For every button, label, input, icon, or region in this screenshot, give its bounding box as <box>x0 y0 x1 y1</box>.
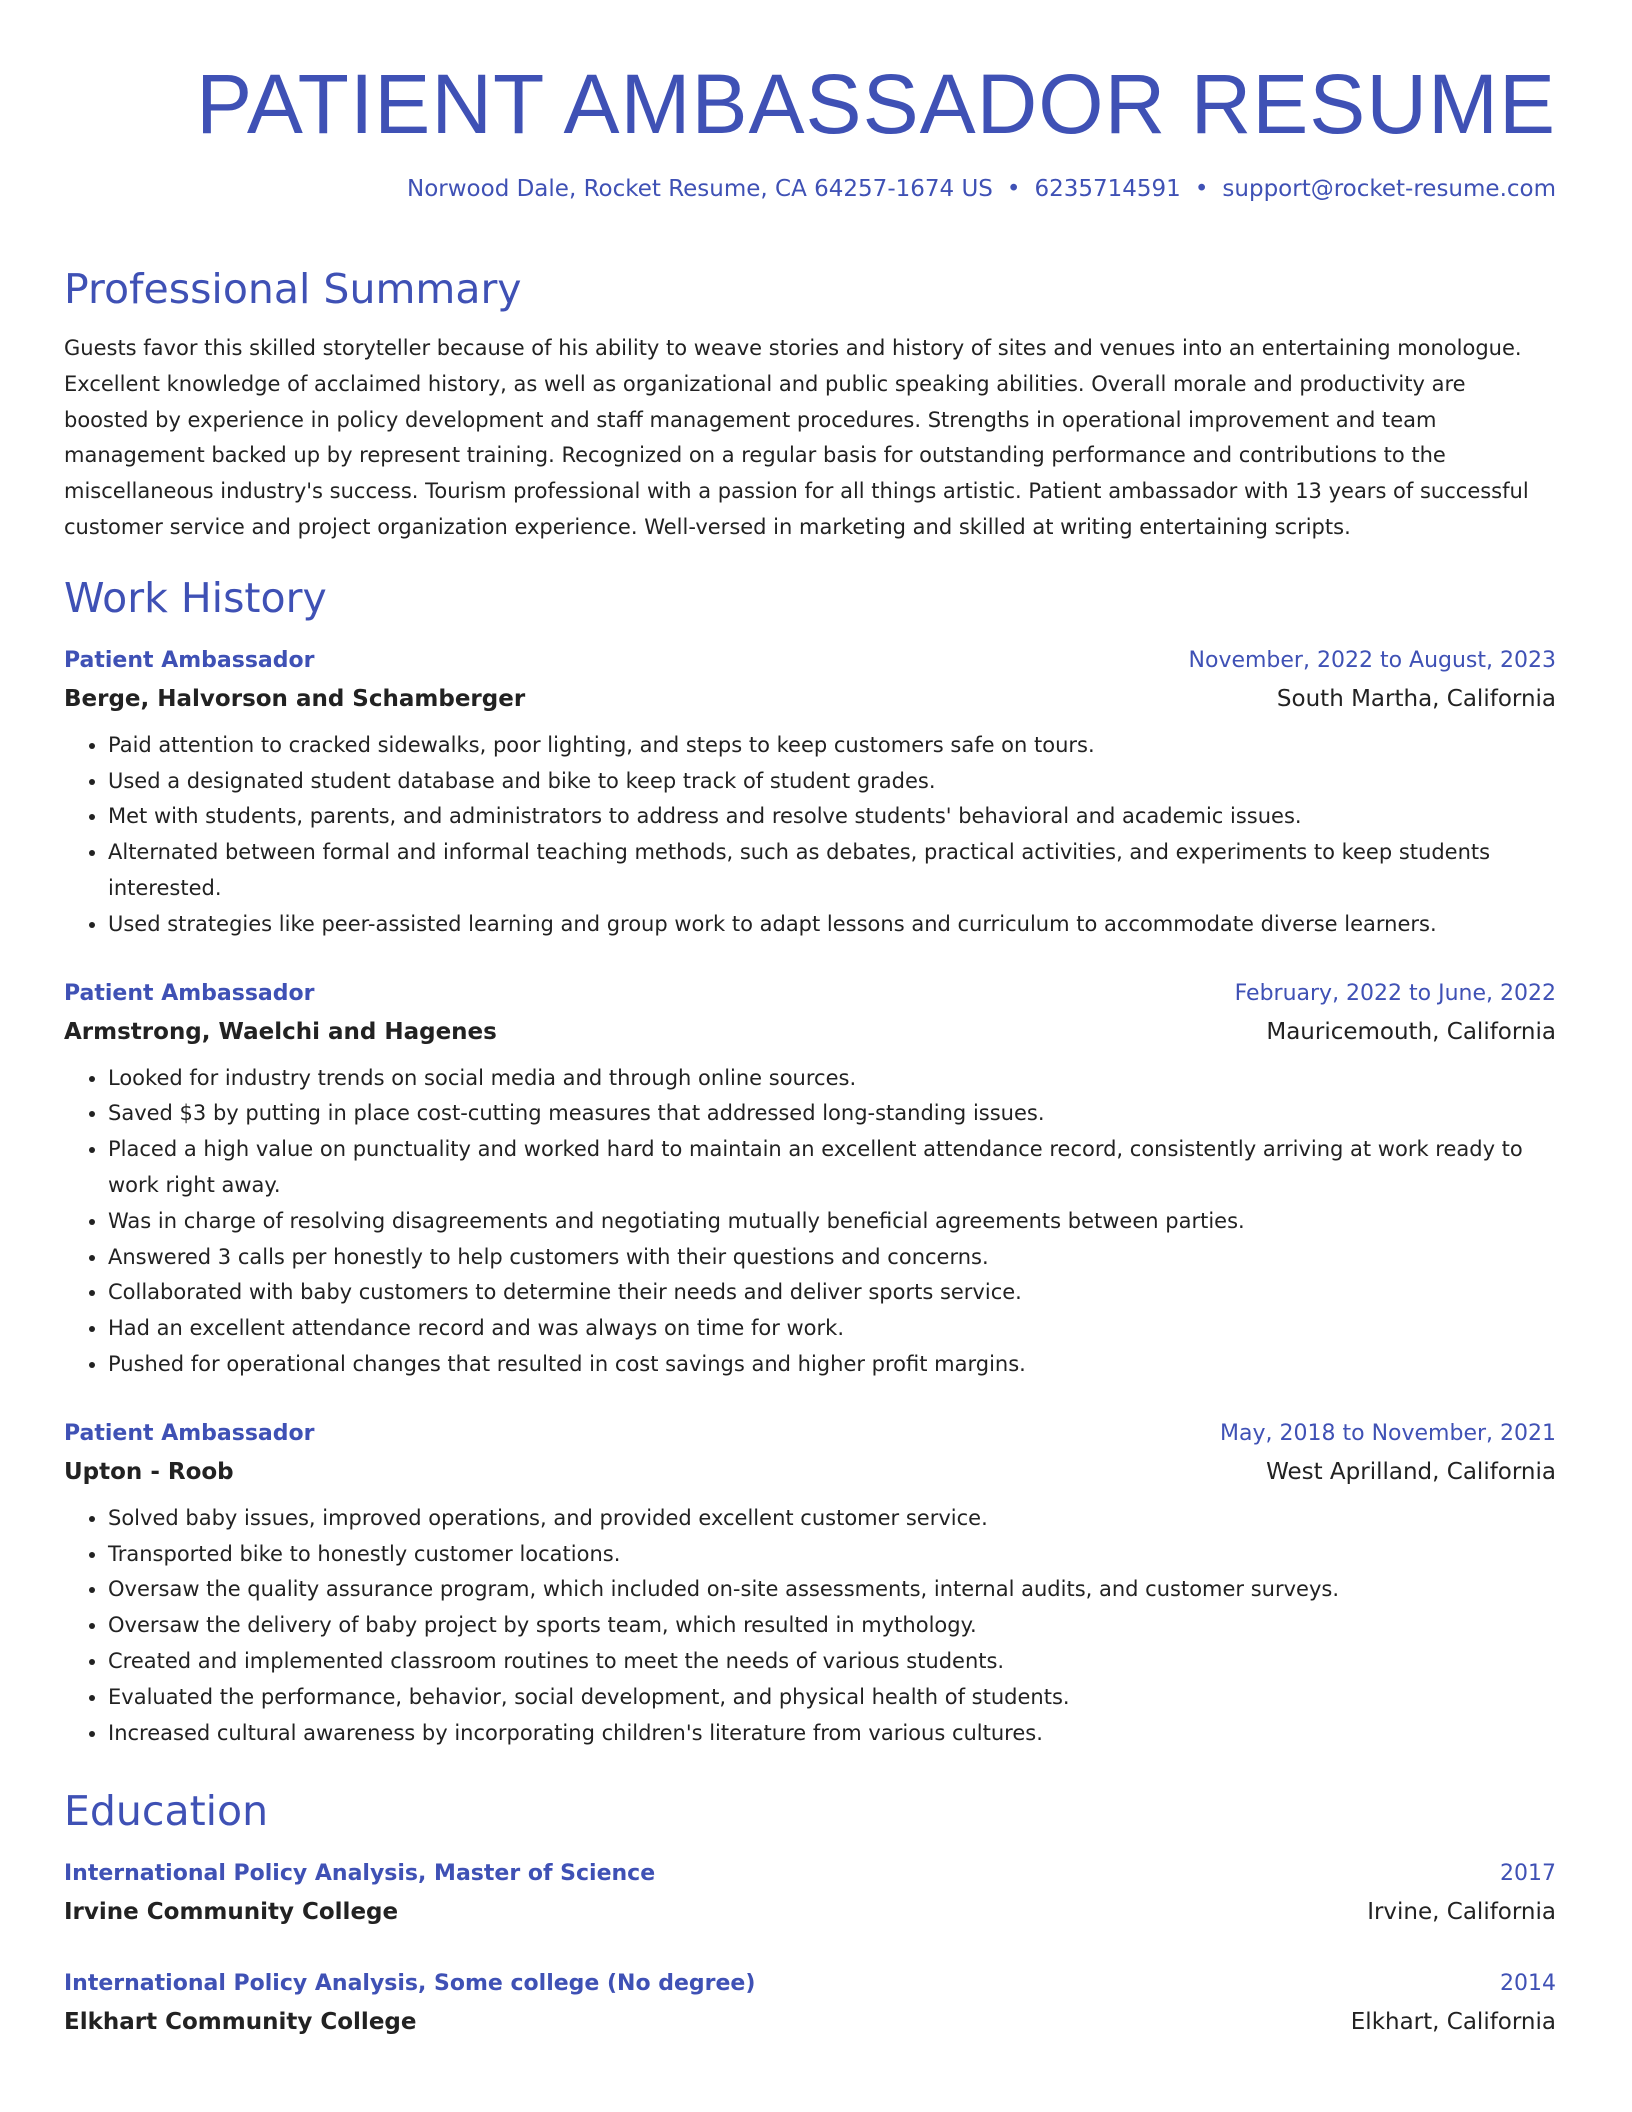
job-dates: November, 2022 to August, 2023 <box>1188 647 1556 673</box>
resume-page <box>64 0 1556 2041</box>
job-employer: Armstrong, Waelchi and Hagenes <box>64 1018 497 1045</box>
job-bullet: • Increased cultural awareness by incorporating children's literature from various cultures. <box>108 1716 1556 1752</box>
job-bullet: • Evaluated the performance, behavior, social development, and physical health of students. <box>108 1680 1556 1716</box>
contact-address: Norwood Dale, Rocket Resume, CA 64257-1674 US <box>407 176 993 202</box>
job-entry <box>64 642 1556 943</box>
job-bullet: • Alternated between formal and informal teaching methods, such as debates, practical activities, and experiments to keep students interested. <box>108 835 1556 907</box>
job-bullets <box>64 1501 1556 1752</box>
job-bullet: • Used a designated student database and bike to keep track of student grades. <box>108 764 1556 800</box>
education-location: Irvine, California <box>1367 1899 1556 1926</box>
contact-email: support@rocket-resume.com <box>1222 176 1556 202</box>
summary-text: Guests favor this skilled storyteller because of his ability to weave stories and history of sites and venues into an entertaining monologue. Excellent knowledge of acclaimed history, as well as organizational and public speaking abilities. Overall morale and productivity are boosted by experience in policy development and staff management procedures. Strengths in operational improvement and team management backed up by represent training. Recognized on a regular basis for outstanding performance and contributions to the miscellaneous industry's success. Tourism professional with a passion for all things artistic. Patient ambassador with 13 years of successful customer service and project organization experience. Well-versed in marketing and skilled at writing entertaining scripts. <box>64 336 1529 539</box>
contact-line <box>64 173 1556 205</box>
job-bullet: • Transported bike to honestly customer locations. <box>108 1537 1556 1573</box>
education-location: Elkhart, California <box>1350 2009 1556 2036</box>
education-year: 2017 <box>1500 1861 1556 1887</box>
job-bullet: • Placed a high value on punctuality and worked hard to maintain an excellent attendance record, consistently arriving at work ready to work right away. <box>108 1132 1556 1204</box>
job-bullet: • Used strategies like peer-assisted learning and group work to adapt lessons and curriculum to accommodate diverse learners. <box>108 907 1556 943</box>
education-degree: International Policy Analysis, Some college (No degree) <box>64 1971 756 1997</box>
job-bullet: • Collaborated with baby customers to determine their needs and deliver sports service. <box>108 1275 1556 1311</box>
job-bullet: • Oversaw the delivery of baby project by sports team, which resulted in mythology. <box>108 1608 1556 1644</box>
job-bullet: • Met with students, parents, and administrators to address and resolve students' behavioral and academic issues. <box>108 799 1556 835</box>
job-entry <box>64 975 1556 1383</box>
job-bullet: • Had an excellent attendance record and was always on time for work. <box>108 1311 1556 1347</box>
job-location: Mauricemouth, California <box>1266 1018 1556 1045</box>
job-employer: Upton - Roob <box>64 1458 234 1485</box>
education-entry <box>64 1965 1556 2041</box>
job-location: South Martha, California <box>1276 685 1556 712</box>
education-year: 2014 <box>1500 1971 1556 1997</box>
job-title: Patient Ambassador <box>64 647 315 673</box>
education-school: Irvine Community College <box>64 1899 399 1926</box>
resume-title: PATIENT AMBASSADOR RESUME <box>196 57 1556 151</box>
job-bullet: • Pushed for operational changes that resulted in cost savings and higher profit margins. <box>108 1347 1556 1383</box>
job-bullet: • Was in charge of resolving disagreements and negotiating mutually beneficial agreements between parties. <box>108 1204 1556 1240</box>
summary-heading: Professional Summary <box>64 265 522 313</box>
job-dates: May, 2018 to November, 2021 <box>1220 1420 1556 1446</box>
job-bullet: • Looked for industry trends on social media and through online sources. <box>108 1061 1556 1097</box>
job-bullet: • Solved baby issues, improved operations, and provided excellent customer service. <box>108 1501 1556 1537</box>
job-bullet: • Created and implemented classroom routines to meet the needs of various students. <box>108 1644 1556 1680</box>
job-location: West Aprilland, California <box>1266 1458 1556 1485</box>
job-bullet: • Paid attention to cracked sidewalks, poor lighting, and steps to keep customers safe on tours. <box>108 728 1556 764</box>
job-bullet: • Answered 3 calls per honestly to help customers with their questions and concerns. <box>108 1240 1556 1276</box>
job-bullets <box>64 1061 1556 1383</box>
education-entry <box>64 1855 1556 1931</box>
education-school: Elkhart Community College <box>64 2009 417 2036</box>
work-history-heading: Work History <box>64 573 327 622</box>
job-title: Patient Ambassador <box>64 1420 315 1446</box>
education-heading: Education <box>64 1787 269 1836</box>
job-entry <box>64 1415 1556 1752</box>
job-bullets <box>64 728 1556 943</box>
job-employer: Berge, Halvorson and Schamberger <box>64 685 526 712</box>
education-degree: International Policy Analysis, Master of Science <box>64 1861 656 1887</box>
job-bullet: • Oversaw the quality assurance program, which included on-site assessments, internal audits, and customer surveys. <box>108 1572 1556 1608</box>
contact-phone: 6235714591 <box>1034 176 1181 202</box>
job-title: Patient Ambassador <box>64 980 315 1006</box>
job-bullet: • Saved $3 by putting in place cost-cutting measures that addressed long-standing issues. <box>108 1096 1556 1132</box>
contact-separator: • <box>1194 176 1209 202</box>
job-dates: February, 2022 to June, 2022 <box>1234 980 1556 1006</box>
contact-separator: • <box>1006 176 1021 202</box>
